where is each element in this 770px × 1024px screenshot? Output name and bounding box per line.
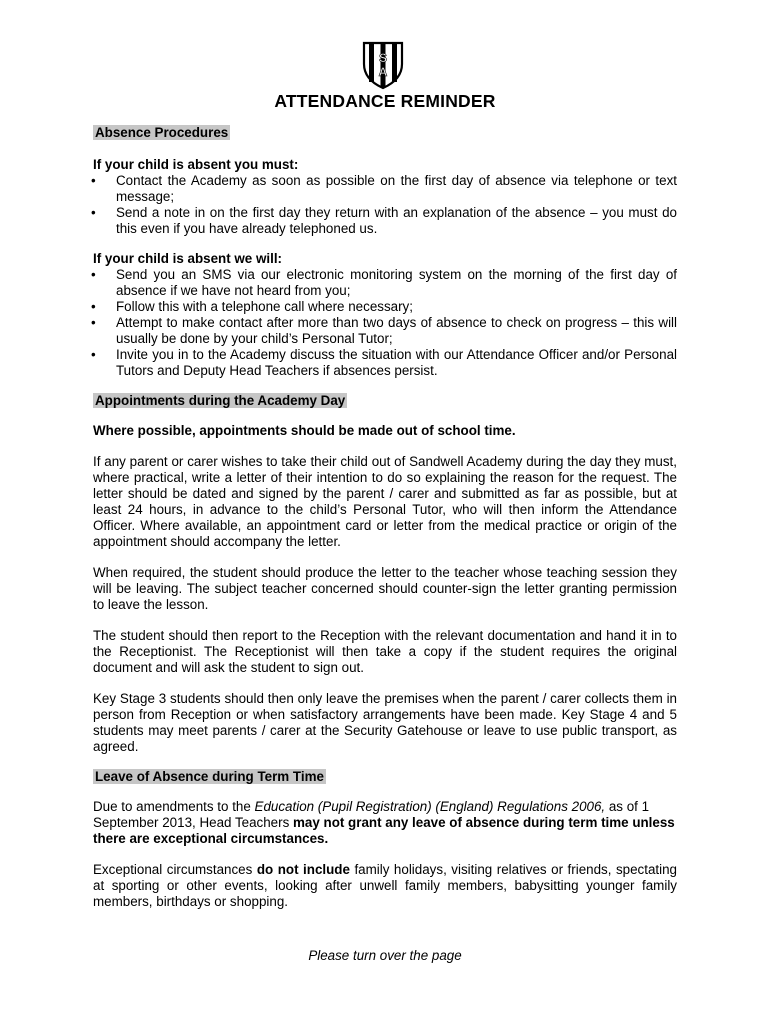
list-item: • Contact the Academy as soon as possible on the first day of absence via telephone or text message; xyxy=(91,173,677,204)
will-list xyxy=(93,267,677,379)
section-heading-appointments: Appointments during the Academy Day xyxy=(95,393,346,408)
section-heading-absence: Absence Procedures xyxy=(95,125,229,140)
appointments-paragraph: When required, the student should produce the letter to the teacher whose teaching session they will be leaving. The subject teacher concerned should counter-sign the letter granting permission to leave the lesson. xyxy=(93,565,677,612)
appointments-paragraph: Key Stage 3 students should then only leave the premises when the parent / carer collects them in person from Reception or when satisfactory arrangements have been made. Key Stage 4 and 5 students may meet parents / carer at the Security Gatehouse or leave to use public transport, as agreed. xyxy=(93,691,677,754)
leave-paragraph-exceptions: Exceptional circumstances do not include family holidays, visiting relatives or friends, spectating at sporting or other events, looking after unwell family members, babysitting younger family members, birthdays or shopping. xyxy=(93,862,678,909)
academy-crest-logo xyxy=(361,40,405,90)
svg-text:A: A xyxy=(378,65,388,79)
list-item: • Send a note in on the first day they return with an explanation of the absence – you must do this even if you have already telephoned us. xyxy=(91,205,677,236)
section-heading-leave: Leave of Absence during Term Time xyxy=(95,769,324,784)
svg-text:S: S xyxy=(378,51,388,65)
must-list xyxy=(93,173,677,237)
list-item: • Attempt to make contact after more than two days of absence to check on progress – this will usually be done by your child’s Personal Tutor; xyxy=(91,315,677,346)
must-intro: If your child is absent you must: xyxy=(93,157,299,172)
document-body xyxy=(93,125,677,910)
appointments-paragraph: The student should then report to the Reception with the relevant documentation and hand it in to the Receptionist. The Receptionist will then take a copy if the student requires the original document and will ask the student to sign out. xyxy=(93,628,677,675)
leave-paragraph-regulations: Due to amendments to the Education (Pupil Registration) (England) Regulations 2006, as of 1 September 2013, Head Teachers may not grant any leave of absence during term time unless there are exceptional circumstances. xyxy=(93,799,675,846)
appointments-lead: Where possible, appointments should be made out of school time. xyxy=(93,423,516,438)
turn-over-note: Please turn over the page xyxy=(308,948,462,963)
list-item: • Invite you in to the Academy discuss the situation with our Attendance Officer and/or Personal Tutors and Deputy Head Teachers if absences persist. xyxy=(91,347,677,378)
list-item: • Follow this with a telephone call where necessary; xyxy=(91,299,413,314)
list-item: • Send you an SMS via our electronic monitoring system on the morning of the first day of absence if we have not heard from you; xyxy=(91,267,677,298)
page-title: ATTENDANCE REMINDER xyxy=(274,91,496,111)
appointments-paragraph: If any parent or carer wishes to take their child out of Sandwell Academy during the day they must, where practical, write a letter of their intention to do so explaining the reason for the request. The letter should be dated and signed by the parent / carer and submitted as far as possible, but at least 24 hours, in advance to the child’s Personal Tutor, who will then inform the Attendance Officer. Where available, an appointment card or letter from the medical practice or origin of the appointment should accompany the letter. xyxy=(93,454,677,549)
will-intro: If your child is absent we will: xyxy=(93,251,282,266)
